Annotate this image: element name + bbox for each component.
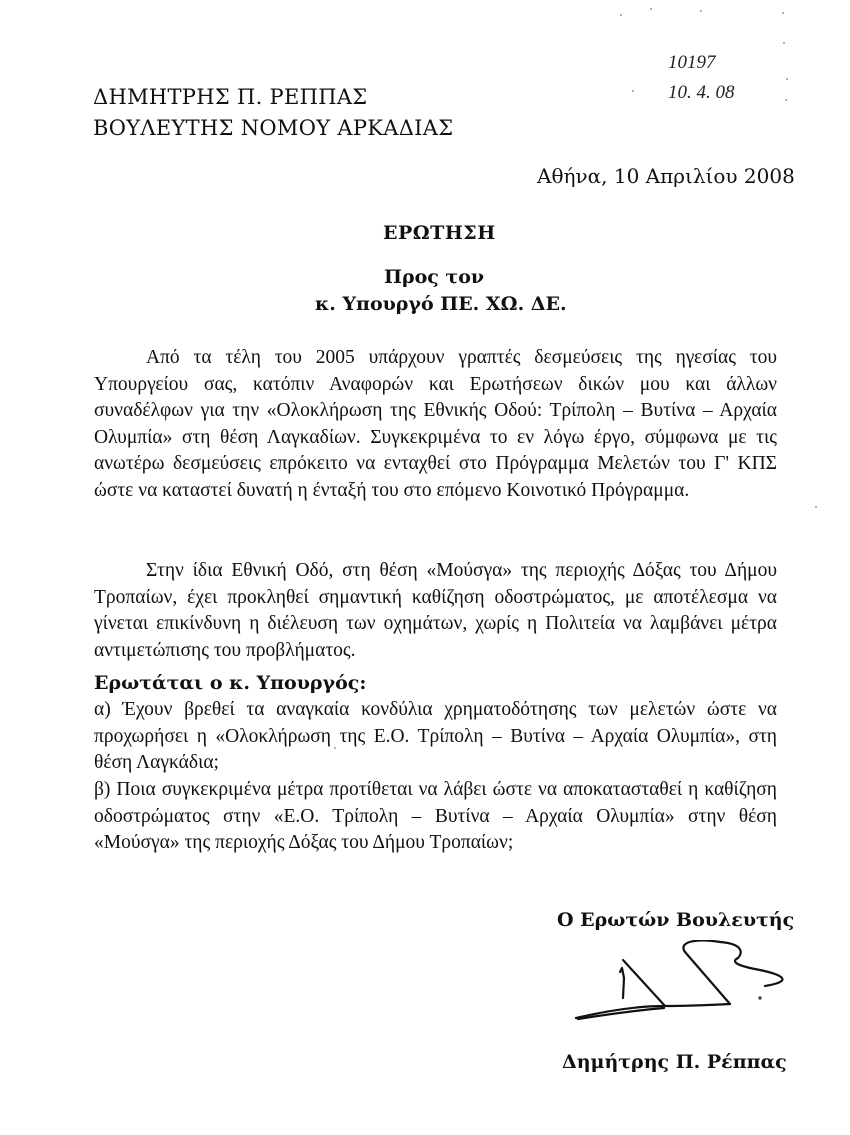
protocol-date: 10. 4. 08 [668,82,735,103]
paragraph-text: Από τα τέλη του 2005 υπάρχουν γραπτές δεσμεύσεις της ηγεσίας του Υπουργείου σας, κατόπιν Αναφορών και Ερωτήσεων δικών μου και άλλων συναδέλφων για την «Ολοκλήρωση της Εθνικής Οδού: Τρίπολη – Βυτίνα – Αρχαία Ολυμπία» στη θέση Λαγκαδίων. Συγκεκριμένα το εν λόγω έργο, σύμφωνα με τις ανωτέρω δεσμεύσεις επρόκειτο να ενταχθεί στο Πρόγραμμα Μελετών του Γ' ΚΠΣ ώστε να καταστεί δυνατή η ένταξή του στο επόμενο Κοινοτικό Πρόγραμμα. [94,347,777,501]
signatory-name: Δημήτρης Π. Ρέππας [562,1051,787,1073]
signature-dot [758,996,761,999]
body-paragraph-1 [94,345,777,505]
letterhead [93,82,453,144]
sender-name: ΔΗΜΗΤΡΗΣ Π. ΡΕΠΠΑΣ [93,85,368,109]
signature-title: Ο Ερωτών Βουλευτής [557,909,795,931]
signature-stroke-5 [683,940,782,1004]
protocol-stamp [668,48,735,108]
recipient-line-2: κ. Υπουργό ΠΕ. ΧΩ. ΔΕ. [315,293,567,315]
signature-stroke-1 [620,968,624,998]
date-line: Αθήνα, 10 Απριλίου 2008 [537,164,795,188]
paragraph-text: Στην ίδια Εθνική Οδό, στη θέση «Μούσγα» της περιοχής Δόξας του Δήμου Τροπαίων, έχει προκληθεί σημαντική καθίζηση οδοστρώματος, με αποτέλεσμα να γίνεται επικίνδυνη η διέλευση των οχημάτων, χωρίς η Πολιτεία να λαμβάνει μέτρα αντιμετώπισης του προβλήματος. [94,560,777,661]
signature-stroke-2 [623,960,665,1006]
body-paragraph-2 [94,558,777,664]
question-a: α) Έχουν βρεθεί τα αναγκαία κονδύλια χρηματοδότησης των μελετών ώστε να προχωρήσει η «Ολοκλήρωση της Ε.Ο. Τρίπολη – Βυτίνα – Αρχαία Ολυμπία», στη θέση Λαγκάδια; [94,699,777,774]
questions-heading: Ερωτάται ο κ. Υπουργός: [94,672,367,694]
document-title: ΕΡΩΤΗΣΗ [383,222,496,244]
question-b: β) Ποια συγκεκριμένα μέτρα προτίθεται να λάβει ώστε να αποκατασταθεί η καθίζηση οδοστρώματος στην «Ε.Ο. Τρίπολη – Βυτίνα – Αρχαία Ολυμπία» στην θέση «Μούσγα» της περιοχής Δόξας του Δήμου Τροπαίων; [94,779,777,854]
recipient-line-1: Προς τον [384,266,485,288]
sender-position: ΒΟΥΛΕΥΤΗΣ ΝΟΜΟΥ ΑΡΚΑΔΙΑΣ [93,116,454,140]
handwritten-signature [560,940,800,1040]
protocol-number: 10197 [668,52,716,73]
